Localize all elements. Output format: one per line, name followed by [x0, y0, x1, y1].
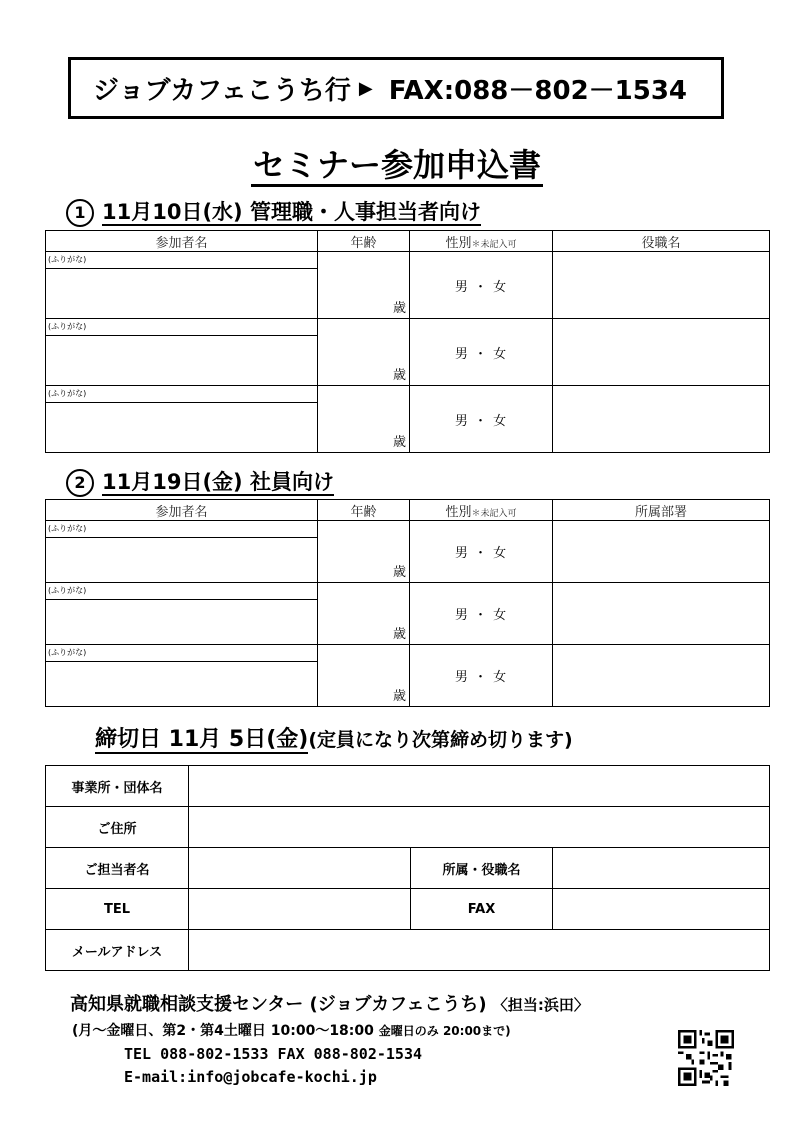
position-label: 所属・役職名: [411, 848, 553, 889]
table-row: [46, 583, 770, 645]
company-info-table: [45, 765, 770, 971]
tel-field[interactable]: [189, 889, 411, 930]
position-field[interactable]: [553, 319, 770, 386]
department-field[interactable]: [553, 521, 770, 583]
contact-field[interactable]: [189, 848, 411, 889]
address-field[interactable]: [189, 807, 770, 848]
department-field[interactable]: [553, 583, 770, 645]
circled-number: 2: [66, 469, 94, 497]
deadline: [95, 722, 573, 753]
name-field[interactable]: [46, 336, 317, 384]
sex-choice[interactable]: 男 ・ 女: [410, 386, 553, 453]
table-header-row: [46, 500, 770, 521]
table-header-row: [46, 231, 770, 252]
furigana-field[interactable]: (ふりがな): [46, 319, 317, 336]
name-field[interactable]: [46, 662, 317, 705]
footer-email: E-mail:info@jobcafe-kochi.jp: [124, 1068, 377, 1086]
page-title: セミナー参加申込書: [0, 140, 794, 186]
email-label: メールアドレス: [46, 930, 189, 971]
age-field[interactable]: 歳: [318, 583, 410, 645]
sex-choice[interactable]: 男 ・ 女: [410, 319, 553, 386]
col-department: 所属部署: [553, 500, 770, 521]
sex-choice[interactable]: 男 ・ 女: [410, 252, 553, 319]
table-row: [46, 319, 770, 386]
sex-choice[interactable]: 男 ・ 女: [410, 521, 553, 583]
contact-label: ご担当者名: [46, 848, 189, 889]
qr-code-icon: [678, 1030, 734, 1086]
fax-destination: ジョブカフェこうち行: [93, 75, 351, 106]
furigana-field[interactable]: (ふりがな): [46, 252, 317, 269]
tel-label: TEL: [46, 889, 189, 930]
table-row: [46, 386, 770, 453]
age-field[interactable]: 歳: [318, 319, 410, 386]
furigana-field[interactable]: (ふりがな): [46, 386, 317, 403]
sex-choice[interactable]: 男 ・ 女: [410, 645, 553, 707]
age-field[interactable]: 歳: [318, 386, 410, 453]
col-age: 年齢: [318, 500, 410, 521]
age-field[interactable]: 歳: [318, 521, 410, 583]
section1-table: [45, 230, 770, 453]
position-field[interactable]: [553, 386, 770, 453]
fax-number: FAX:088－802－1534: [388, 75, 688, 106]
furigana-field[interactable]: (ふりがな): [46, 645, 317, 662]
fax-field[interactable]: [553, 889, 770, 930]
company-label: 事業所・団体名: [46, 766, 189, 807]
col-name: 参加者名: [46, 231, 318, 252]
deadline-date: 締切日 11月 5日(金): [95, 727, 309, 752]
footer-org: 高知県就職相談支援センター (ジョブカフェこうち) 〈担当:浜田〉: [70, 994, 589, 1015]
age-field[interactable]: 歳: [318, 645, 410, 707]
name-field[interactable]: [46, 403, 317, 451]
email-field[interactable]: [189, 930, 770, 971]
name-field[interactable]: [46, 538, 317, 581]
position-field[interactable]: [553, 252, 770, 319]
section1-heading: 1 11月10日(水) 管理職・人事担当者向け: [66, 196, 481, 227]
fax-label: FAX: [411, 889, 553, 930]
footer-phones: TEL 088-802-1533 FAX 088-802-1534: [124, 1045, 423, 1063]
footer-hours: (月～金曜日、第2・第4土曜日 10:00～18:00 金曜日のみ 20:00まで): [72, 1023, 511, 1039]
fax-destination-box: [68, 57, 724, 119]
furigana-field[interactable]: (ふりがな): [46, 521, 317, 538]
furigana-field[interactable]: (ふりがな): [46, 583, 317, 600]
col-name: 参加者名: [46, 500, 318, 521]
sex-choice[interactable]: 男 ・ 女: [410, 583, 553, 645]
name-field[interactable]: [46, 269, 317, 317]
department-field[interactable]: [553, 645, 770, 707]
arrow-right-icon: ▶: [358, 77, 373, 99]
table-row: [46, 252, 770, 319]
section2-table: [45, 499, 770, 707]
table-row: [46, 645, 770, 707]
col-sex: 性別＊未記入可: [410, 231, 553, 252]
table-row: [46, 521, 770, 583]
section2-heading: 2 11月19日(金) 社員向け: [66, 466, 334, 497]
age-field[interactable]: 歳: [318, 252, 410, 319]
col-sex: 性別＊未記入可: [410, 500, 553, 521]
address-label: ご住所: [46, 807, 189, 848]
deadline-note: (定員になり次第締め切ります): [308, 729, 573, 751]
circled-number: 1: [66, 199, 94, 227]
col-position: 役職名: [553, 231, 770, 252]
name-field[interactable]: [46, 600, 317, 643]
position-field[interactable]: [553, 848, 770, 889]
company-field[interactable]: [189, 766, 770, 807]
col-age: 年齢: [318, 231, 410, 252]
